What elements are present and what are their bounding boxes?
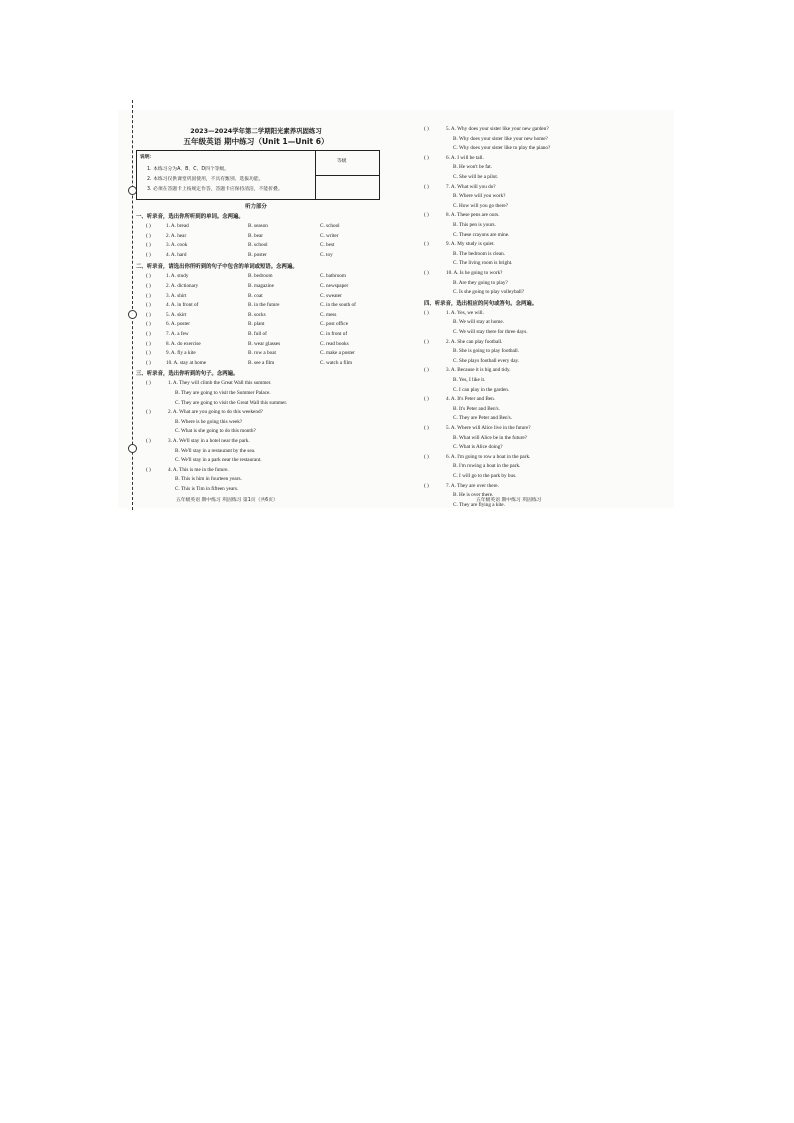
option-b: B. Are they going to play? xyxy=(453,279,508,286)
option-a: 1. A. bread xyxy=(166,223,189,229)
answer-blank[interactable]: ( ) xyxy=(146,283,151,289)
option-c: C. They are Peter and Ben's. xyxy=(453,415,512,422)
option-a: 4. A. hard xyxy=(166,251,187,258)
option-b: B. wear glasses xyxy=(248,340,281,347)
option-c: C. Is she going to play volleyball? xyxy=(453,289,525,296)
answer-blank[interactable]: ( ) xyxy=(424,338,429,345)
option-a: 2. A. hear xyxy=(166,232,187,239)
option-a: 1. A. Yes, we will. xyxy=(446,309,484,316)
answer-blank[interactable]: ( ) xyxy=(146,321,151,328)
option-b: B. in the future xyxy=(248,302,280,309)
option-a: 7. A. They are over there. xyxy=(446,482,499,489)
option-c: C. This is Tim in fifteen years. xyxy=(175,486,239,492)
answer-blank[interactable]: ( ) xyxy=(146,409,151,416)
option-b: B. It's Peter and Ben's. xyxy=(453,405,500,412)
exam-subtitle: 五年级英语 期中练习（Unit 1—Unit 6） xyxy=(183,137,329,146)
option-b: B. poster xyxy=(248,251,267,258)
answer-blank[interactable]: ( ) xyxy=(424,309,429,316)
option-a: 1. A. study xyxy=(166,273,189,280)
option-a: 3. A. Because it is big and tidy. xyxy=(446,367,511,374)
section-heading: 一、听录音，选出你所听到的单词。念两遍。 xyxy=(136,214,244,220)
option-b: B. magazine xyxy=(248,283,274,289)
option-c: C. post office xyxy=(320,321,348,328)
answer-blank[interactable]: ( ) xyxy=(424,396,429,403)
exam-title: 2023—2024学年第二学期阳光素养巩固练习 xyxy=(190,127,322,135)
note-line: 2. 本练习仅供课堂巩固使用，不具有甄别、选拔功能。 xyxy=(147,177,264,182)
answer-blank[interactable]: ( ) xyxy=(424,212,429,219)
option-b: B. He won't be fat. xyxy=(453,164,492,171)
answer-blank[interactable]: ( ) xyxy=(146,359,151,366)
answer-blank[interactable]: ( ) xyxy=(146,292,151,299)
answer-blank[interactable]: ( ) xyxy=(424,453,429,460)
option-a: 2. A. She can play football. xyxy=(446,338,503,345)
option-b: B. season xyxy=(248,223,268,229)
option-a: 6. A. I'm going to row a boat in the park. xyxy=(446,453,531,460)
answer-blank[interactable]: ( ) xyxy=(424,425,429,431)
option-c: C. She plays football every day. xyxy=(453,357,520,364)
section-heading: 四、听录音，选出相应的问句或答句。念两遍。 xyxy=(424,300,538,307)
answer-blank[interactable]: ( ) xyxy=(424,482,429,489)
option-a: 5. A. Where will Alice live in the future? xyxy=(446,425,531,431)
grade-label: 等级 xyxy=(337,159,347,164)
note-line: 1. 本练习分为A、B、C、D四个等级。 xyxy=(147,167,230,172)
option-b: B. I'm rowing a boat in the park. xyxy=(453,463,521,470)
instructions-box xyxy=(136,150,380,200)
option-b: B. Where will you work? xyxy=(453,193,506,200)
answer-blank[interactable]: ( ) xyxy=(424,183,429,190)
box-divider xyxy=(315,175,379,176)
option-b: B. full of xyxy=(248,331,267,337)
page-footer: 五年级英语 期中练习 巩固练习 第1页（共6页） xyxy=(176,498,278,503)
option-a: 3. A. cook xyxy=(166,242,188,249)
option-b: B. Why does your sister like your new home? xyxy=(453,135,548,142)
option-c: C. I can play in the garden. xyxy=(453,386,510,393)
page-footer: 五年级英语 期中练习 巩固练习 xyxy=(476,498,542,503)
option-c: C. What is she going to do this month? xyxy=(175,428,256,435)
answer-blank[interactable]: ( ) xyxy=(146,251,151,258)
answer-blank[interactable]: ( ) xyxy=(146,438,151,444)
answer-blank[interactable]: ( ) xyxy=(424,126,429,132)
option-b: B. coat xyxy=(248,292,263,299)
answer-blank[interactable]: ( ) xyxy=(146,242,151,249)
option-b: B. They are going to visit the Summer Palace. xyxy=(175,390,271,396)
option-c: C. in the south of xyxy=(320,302,356,309)
option-b: B. The bedroom is clean. xyxy=(453,250,506,257)
option-b: B. row a boat xyxy=(248,350,276,357)
option-c: C. sweater xyxy=(320,292,342,299)
option-c: C. Why does your sister like to play the piano? xyxy=(453,145,551,152)
option-c: C. toy xyxy=(320,251,333,258)
option-a: 4. A. It's Peter and Ben. xyxy=(446,396,496,403)
option-a: 9. A. fly a kite xyxy=(166,350,196,357)
option-a: 6. A. poster xyxy=(166,321,190,328)
option-c: C. in front of xyxy=(320,331,348,337)
option-b: B. see a film xyxy=(248,359,275,366)
option-b: B. This pen is yours. xyxy=(453,222,496,228)
option-a: 4. A. This is me in the future. xyxy=(168,466,229,473)
option-c: C. make a poster xyxy=(320,350,355,357)
option-a: 1. A. They will climb the Great Wall this summer. xyxy=(168,380,272,387)
answer-blank[interactable]: ( ) xyxy=(146,340,151,347)
option-a: 2. A. dictionary xyxy=(166,283,199,289)
option-a: 10. A. stay at home xyxy=(166,359,207,366)
option-b: B. socks xyxy=(248,311,266,318)
option-b: B. Yes, I like it. xyxy=(453,377,486,383)
answer-blank[interactable]: ( ) xyxy=(146,302,151,309)
answer-blank[interactable]: ( ) xyxy=(146,331,151,337)
option-a: 8. A. These pens are ours. xyxy=(446,212,500,219)
answer-blank[interactable]: ( ) xyxy=(146,223,151,229)
option-a: 9. A. My study is quiet. xyxy=(446,241,495,248)
answer-blank[interactable]: ( ) xyxy=(146,273,151,280)
answer-blank[interactable]: ( ) xyxy=(146,350,151,357)
answer-blank[interactable]: ( ) xyxy=(424,367,429,374)
option-c: C. best xyxy=(320,242,335,249)
listening-title: 听力部分 xyxy=(245,204,267,210)
option-b: B. She is going to play football. xyxy=(453,348,519,355)
option-a: 8. A. do exercise xyxy=(166,340,201,347)
option-b: B. This is him in fourteen years. xyxy=(175,476,242,483)
option-c: C. mess xyxy=(320,311,337,318)
option-c: C. How will you go there? xyxy=(453,202,509,209)
answer-blank[interactable]: ( ) xyxy=(424,241,429,248)
option-c: C. We will stay there for three days. xyxy=(453,329,528,335)
option-c: C. bathroom xyxy=(320,273,346,280)
answer-blank[interactable]: ( ) xyxy=(424,270,429,276)
section-heading: 二、听录音，请选出你所听到的句子中包含的单词或短语。念两遍。 xyxy=(136,264,298,271)
option-a: 4. A. in front of xyxy=(166,302,199,309)
option-c: C. newspaper xyxy=(320,283,349,289)
option-b: B. He is over there. xyxy=(453,492,494,499)
answer-blank[interactable]: ( ) xyxy=(146,380,151,387)
answer-blank[interactable]: ( ) xyxy=(146,311,151,318)
answer-blank[interactable]: ( ) xyxy=(146,232,151,239)
option-a: 7. A. What will you do? xyxy=(446,183,496,190)
right-page xyxy=(424,120,669,510)
option-c: C. I will go to the park by bus. xyxy=(453,473,517,479)
option-b: B. school xyxy=(248,242,268,249)
option-a: 3. A. shirt xyxy=(166,292,187,299)
option-a: 7. A. a few xyxy=(166,331,189,337)
option-c: C. What is Alice doing? xyxy=(453,444,503,451)
option-b: B. bedroom xyxy=(248,273,273,280)
option-b: B. plant xyxy=(248,321,265,328)
notes-title: 说明： xyxy=(140,155,155,160)
option-c: C. They are going to visit the Great Wall this summer. xyxy=(175,399,288,406)
option-a: 10. A. Is he going to work? xyxy=(446,270,503,276)
left-page xyxy=(136,120,386,510)
section-heading: 三、听录音，选出你听到的句子。念两遍。 xyxy=(136,371,239,378)
answer-blank[interactable]: ( ) xyxy=(424,154,429,161)
option-c: C. These crayons are mine. xyxy=(453,231,510,238)
option-a: 5. A. Why does your sister like your new garden? xyxy=(446,126,549,132)
option-c: C. She will be a pilot. xyxy=(453,174,499,180)
option-c: C. They are flying a kite. xyxy=(453,501,505,508)
option-a: 3. A. We'll stay in a hotel near the park. xyxy=(168,438,250,444)
option-b: B. bear xyxy=(248,232,263,239)
option-a: 6. A. I will be tall. xyxy=(446,154,484,161)
option-c: C. school xyxy=(320,223,340,229)
option-c: C. read books xyxy=(320,340,349,347)
option-b: B. What will Alice be in the future? xyxy=(453,434,527,441)
option-a: 5. A. skirt xyxy=(166,311,187,318)
option-b: B. We will stay at home. xyxy=(453,319,504,326)
option-b: B. Where is he going this week? xyxy=(175,418,243,425)
option-c: C. We'll stay in a park near the restaurant. xyxy=(175,457,262,464)
option-c: C. watch a film xyxy=(320,359,352,366)
note-line: 3. 必须在答题卡上按规定作答，答题卡应保持清洁，不能折叠。 xyxy=(147,187,283,192)
option-c: C. The living room is bright. xyxy=(453,260,513,267)
option-c: C. writer xyxy=(320,232,339,239)
option-b: B. We'll stay in a restaurant by the sea. xyxy=(175,447,256,454)
option-a: 2. A. What are you going to do this weekend? xyxy=(168,409,263,416)
answer-blank[interactable]: ( ) xyxy=(146,466,151,473)
